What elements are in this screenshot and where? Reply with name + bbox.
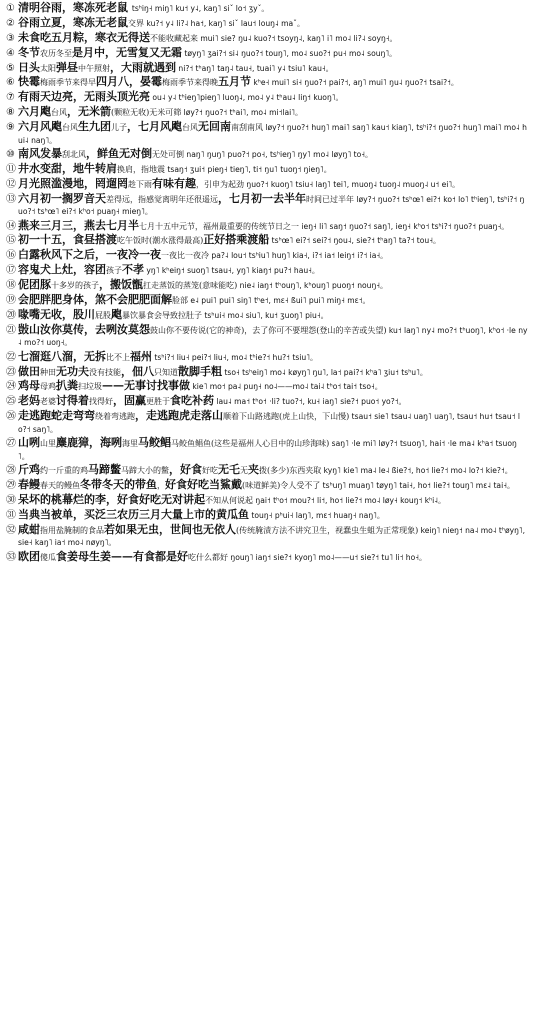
proverb-phrase: 讨得着 <box>56 394 89 408</box>
proverb-phrase: 有味有趣 <box>152 176 196 190</box>
proverb-number: ⑦ <box>6 92 15 104</box>
proverb-gloss: 扛走蒸饭的蒸笼(意味能吃) <box>143 281 238 291</box>
proverb-number: ⑫ <box>6 178 16 190</box>
proverb-gloss: ， <box>157 480 165 490</box>
proverb-number: ⑨ <box>6 122 15 134</box>
proverb-gloss: (颗粒无收) <box>111 108 150 118</box>
proverb-number: ⑮ <box>6 235 16 247</box>
proverb-phrase: 呆坏的桃幕烂的李，好食好吃无对讲起 <box>18 492 205 506</box>
proverb-number: ㉛ <box>6 509 16 521</box>
proverb-gloss: 台风 <box>51 108 67 118</box>
proverb-phrase: 麋鹿獐，海咧 <box>56 436 122 450</box>
proverb-phrase: 当典当被单，买泛三农历三月大量上市的黄瓜鱼 <box>18 507 249 521</box>
proverb-phrase: 扒粪 <box>56 379 78 393</box>
proverb-phrase: 冬节 <box>18 45 40 59</box>
proverb-text <box>18 494 528 508</box>
proverb-text <box>18 551 528 565</box>
phonetic-transcription: tso˧ tsʰeiŋ˥ mo˨ køyŋ˥ ŋu˥, la˦ pai?˦ kʰa˥ ʒiu˦ tsʰu˥。 <box>222 367 428 377</box>
proverb-entry <box>6 410 528 436</box>
proverb-gloss: 梅雨季节来得晚 <box>162 78 218 88</box>
proverb-phrase: 南风发暴 <box>18 147 62 161</box>
proverb-gloss: 指用盐腌制的食品 <box>40 525 104 535</box>
proverb-number: ㉕ <box>6 396 16 408</box>
proverb-gloss: (传统腌渍方法不讲究卫生，视蠢虫生蛆为正常现象) <box>236 525 419 535</box>
proverb-entry <box>6 395 528 409</box>
proverb-phrase: ，搬饭甑 <box>99 278 143 292</box>
proverb-phrase: ，固赢 <box>113 394 146 408</box>
proverb-entry <box>6 121 528 147</box>
phonetic-transcription: tsʰi?˦ liu˧ pei?˦ liu˧, mo˨ tʰie?˦ hu?˦ tsiu˥。 <box>152 352 318 362</box>
proverb-gloss: 拨(多少)东西夹取 <box>259 466 322 476</box>
phonetic-transcription: tøyŋ˥ ʒai?˦ si˨ ŋuo?˦ touŋ˥, mo˨ suo?˦ pu˧ mo˨ souŋ˥。 <box>182 48 397 58</box>
proverb-gloss: 刮北风 <box>62 150 86 160</box>
proverb-gloss: 不知从何说起 <box>205 495 253 505</box>
proverb-phrase: 白露秋风下之后，一夜冷一夜 <box>18 248 161 262</box>
proverb-phrase: 六月风飑 <box>18 120 62 134</box>
phonetic-transcription: saŋ˥ ·le mi˥ løy?˦ tsuoŋ˥, hai˦ ·le ma˨ kʰa˦ tsuoŋ˥。 <box>18 439 517 461</box>
proverb-entry <box>6 479 528 493</box>
proverb-phrase: 好食好吃 <box>165 477 209 491</box>
proverb-entry <box>6 106 528 120</box>
proverb-gloss: 暴饮暴食会导致拉肚子 <box>122 310 202 320</box>
proverb-text <box>18 178 528 192</box>
proverb-text <box>18 351 528 365</box>
phonetic-transcription: ku˦ laŋ˥ ny˨ mo?˦ tʰuoŋ˥, kʰo˦ ·le ny˨ mo?˦ uoŋ˧。 <box>18 325 528 348</box>
proverb-gloss: 农历冬至 <box>40 48 72 58</box>
proverb-gloss: ，引申为起劲 <box>196 179 244 189</box>
proverb-text <box>18 249 528 263</box>
proverb-number: ㉓ <box>6 366 16 378</box>
proverb-text <box>18 163 528 177</box>
proverb-number: ㉔ <box>6 381 16 393</box>
proverb-number: ⑧ <box>6 107 15 119</box>
proverb-entry <box>6 524 528 550</box>
phonetic-transcription: tsʰœ˥ ei?˦ sei?˦ ŋou˨, sie?˦ tʰaŋ˥ ta?˦ tou˧。 <box>269 236 441 246</box>
proverb-gloss: 没有技能 <box>89 367 121 377</box>
proverb-entry <box>6 551 528 565</box>
proverb-gloss: 无米可筛 <box>149 108 182 118</box>
proverb-text <box>18 294 528 308</box>
proverb-text <box>18 264 528 278</box>
proverb-gloss: 老婆 <box>40 397 56 407</box>
proverb-text <box>18 234 528 248</box>
proverb-gloss: 台风 <box>62 123 78 133</box>
proverb-gloss: (味道鲜美)令人受不了 <box>242 480 321 490</box>
proverb-number: ⑯ <box>6 250 16 262</box>
proverb-phrase: 是月中，无雪复又无霜 <box>72 45 182 59</box>
proverb-phrase: 当鯊戴 <box>209 477 242 491</box>
proverb-entry <box>6 234 528 248</box>
proverb-gloss: 太阳 <box>40 63 56 73</box>
proverb-gloss: 马蹄大小的鳖 <box>121 466 169 476</box>
proverb-entry <box>6 76 528 90</box>
proverb-number: ③ <box>6 32 15 44</box>
proverb-number: ⑩ <box>6 149 15 161</box>
proverb-entry <box>6 47 528 61</box>
proverb-number: ㉗ <box>6 438 16 450</box>
proverb-gloss: 无处可倒 <box>152 150 184 160</box>
proverb-phrase: 谷雨立夏，寒冻无老鼠 <box>18 15 128 29</box>
proverb-text <box>18 2 528 16</box>
proverb-gloss: 梅雨季节来得早 <box>40 78 96 88</box>
proverb-text <box>18 464 528 478</box>
phonetic-transcription: løy?˦ ŋuo?˦ huŋ˥ mai˥ saŋ˥ kau˦ kiaŋ˥, tsʰi?˦ ŋuo?˦ huŋ˥ mai˥ mo˨ hui˨ naŋ˥。 <box>18 123 527 145</box>
proverb-gloss: 傻瓜 <box>40 552 56 562</box>
phonetic-transcription: tsau˦ sie˥ tsau˨ uaŋ˥ uaŋ˥, tsau˦ hu˦ tsau˦ lo?˦ saŋ˥。 <box>18 412 520 434</box>
proverb-gloss: 鼓山你不要传说(它的神奇)，去了你可不要埋怨(登山的辛苦或失望) <box>150 325 387 335</box>
proverb-list <box>6 2 528 565</box>
proverb-phrase: 飑 <box>111 307 122 321</box>
proverb-number: ⑬ <box>6 193 16 205</box>
proverb-gloss: 中午照射 <box>78 63 110 73</box>
phonetic-transcription: nie˨ iaŋ˦ tʰouŋ˥, kʰouŋ˥ puoŋ˦ nouŋ˧。 <box>237 281 388 291</box>
proverb-phrase: ，鲜鱼无对倒 <box>86 147 152 161</box>
phonetic-transcription: naŋ˥ ŋuŋ˥ puo?˦ po˧, tsʰieŋ˥ ŋy˥ mo˨ løyŋ˥ to˧。 <box>184 150 373 160</box>
proverb-entry <box>6 62 528 76</box>
proverb-number: ⑳ <box>6 309 16 321</box>
proverb-gloss: 十多岁的孩子 <box>51 281 99 291</box>
proverb-gloss: 马鲛鱼鲳鱼(这些是福州人心目中的山珍海味) <box>171 439 330 449</box>
proverb-gloss: 好吃 <box>202 466 218 476</box>
phonetic-transcription: tsʰiŋ˧ miŋ˥ ku˦ y˨, kaŋ˥ siˇ lo˦ ʒyˇ。 <box>131 4 269 13</box>
phonetic-transcription: kʰe˧ mui˥ si˧ ŋuo?˦ pai?˦, aŋ˥ mui˥ ŋu˨ ŋuo?˦ tsai?˦。 <box>251 78 459 88</box>
proverb-phrase: 若如果无虫，世间也无依人 <box>104 522 236 536</box>
proverb-text <box>18 47 528 61</box>
phonetic-transcription: løy?˦ ŋuo?˦ tsʰœ˥ ei?˦ ko˦ lo˥ tʰieŋ˥, tsʰi?˦ ŋuo?˦ tsʰœ˥ ei?˦ kʰo˦ puaŋ˧ mieŋ˥。 <box>18 194 525 217</box>
proverb-phrase: 伲团豚 <box>18 278 51 292</box>
proverb-phrase: ，走逃跑虎走落山 <box>135 409 223 423</box>
phonetic-transcription: ou˨ y˨ tʰieŋ˥pieŋ˥ luoŋ˨, mo˨ y˨ tʰau˨ liŋ˦ kuoŋ˥。 <box>150 93 344 103</box>
proverb-number: ㉑ <box>6 324 16 336</box>
proverb-phrase: 有雨天边亮，无雨头顶光亮 <box>18 90 150 104</box>
proverb-gloss: 约一斤重的鸡 <box>40 466 88 476</box>
proverb-text <box>18 32 528 46</box>
proverb-phrase: 月光照滥漫地，罔遛罔 <box>18 176 128 190</box>
phonetic-transcription: tsaŋ˦ ʒui˦ pieŋ˧ tieŋ˥, ti˦ ŋu˥ tuoŋ˦ ŋieŋ˥。 <box>165 164 332 174</box>
proverb-phrase: 福州 <box>130 349 152 363</box>
proverb-gloss: 南刮南风 <box>231 123 263 133</box>
proverb-entry <box>6 32 528 46</box>
proverb-phrase: ，大雨就遇到 <box>110 60 176 74</box>
proverb-text <box>18 106 528 120</box>
proverb-gloss: 无 <box>240 466 248 476</box>
proverb-gloss: 孩子 <box>106 266 122 276</box>
proverb-number: ⑪ <box>6 163 16 175</box>
proverb-gloss: 吃午饭时(潮水涨得最高) <box>117 236 204 246</box>
proverb-gloss: 屁股 <box>95 310 111 320</box>
proverb-gloss: 只知道 <box>154 367 178 377</box>
phonetic-transcription: lau˨ ma˦ tʰo˦ ·li? tuo?˦, ku˧ iaŋ˥ sie?˦ puo˦ yo?˦。 <box>214 397 407 407</box>
proverb-gloss: 种田 <box>40 367 56 377</box>
proverb-phrase: ，佃八 <box>121 364 154 378</box>
phonetic-transcription: mui˥ sie? ŋu˨ kuo?˦ tsoyŋ˨, kaŋ˥ i˥ mo˨ li?˨ soyŋ˧。 <box>198 33 398 43</box>
proverb-gloss: 七月十五中元节，福州最重要的传统节日之一 <box>139 221 299 231</box>
phonetic-transcription: ieŋ˧ li˥ saŋ˦ ŋuo?˦ saŋ˥, ieŋ˧ kʰo˦ tsʰi?˦ ŋuo?˦ puaŋ˧。 <box>299 221 509 231</box>
proverb-phrase: 不孝 <box>122 263 144 277</box>
phonetic-transcription: ŋai˦ tʰo˦ mou?˦ li˦, ho˦ lie?˦ mo˨ løy˧ kouŋ˦ kʰi˨。 <box>253 495 446 505</box>
proverb-entry <box>6 366 528 380</box>
proverb-gloss: 母鸡 <box>40 382 56 392</box>
proverb-text <box>18 91 528 105</box>
proverb-number: ⑲ <box>6 295 16 307</box>
proverb-gloss: 趁下雨 <box>128 179 152 189</box>
proverb-phrase: 七溜逛八溜，无拆 <box>18 349 106 363</box>
proverb-gloss: 差得远，指感觉离明年还很遥远 <box>106 194 218 204</box>
proverb-phrase: 六月初一搁罗音天 <box>18 191 106 205</box>
proverb-entry <box>6 193 528 219</box>
proverb-text <box>18 366 528 380</box>
proverb-text <box>18 220 528 234</box>
proverb-entry <box>6 494 528 508</box>
proverb-text <box>18 437 528 463</box>
proverb-phrase: 冬带冬天的带鱼 <box>80 477 157 491</box>
proverb-phrase: 会肥胖肥身体，煞不会肥肥面解 <box>18 293 172 307</box>
proverb-phrase: 六月飑 <box>18 105 51 119</box>
proverb-text <box>18 479 528 493</box>
phonetic-transcription: ŋouŋ˥ iaŋ˦ sie?˦ kyoŋ˥ mo˨——u˦ sie?˦ tu˥ li˦ ho˧。 <box>228 552 427 562</box>
proverb-entry <box>6 148 528 162</box>
proverb-phrase: ，无米箭 <box>67 105 111 119</box>
proverb-number: ㉚ <box>6 494 16 506</box>
proverb-phrase: 马蹄鳖 <box>88 463 121 477</box>
proverb-gloss: 山里 <box>40 439 56 449</box>
proverb-text <box>18 395 528 409</box>
proverb-entry <box>6 279 528 293</box>
proverb-phrase: 无回南 <box>198 120 231 134</box>
proverb-phrase: 无乇 <box>218 463 240 477</box>
proverb-number: ① <box>6 3 15 14</box>
proverb-text <box>18 121 528 147</box>
proverb-gloss: 海里 <box>122 439 138 449</box>
proverb-gloss: 绕着弯逃跑 <box>95 412 135 422</box>
proverb-entry <box>6 249 528 263</box>
proverb-entry <box>6 351 528 365</box>
proverb-phrase: 快霉 <box>18 75 40 89</box>
proverb-phrase: 做田 <box>18 364 40 378</box>
proverb-phrase: 五月节 <box>218 75 251 89</box>
phonetic-transcription: keiŋ˥ nieŋ˦ na˨ mo˨ tʰøyŋ˥, sie˧ kaŋ˥ ia˦ mo˨ nøyŋ˥。 <box>18 525 526 548</box>
proverb-phrase: 无功夫 <box>56 364 89 378</box>
proverb-phrase: ——无事讨找事做 <box>102 379 190 393</box>
proverb-text <box>18 279 528 293</box>
proverb-text <box>18 509 528 523</box>
proverb-phrase: 食吃补药 <box>170 394 214 408</box>
proverb-gloss: 找得好 <box>89 397 113 407</box>
proverb-number: ⑭ <box>6 220 16 232</box>
proverb-entry <box>6 178 528 192</box>
proverb-number: ④ <box>6 47 15 59</box>
proverb-gloss: 换肩，指地震 <box>117 164 165 174</box>
proverb-number: ② <box>6 17 15 29</box>
proverb-phrase: 正好搭乘渡船 <box>203 233 270 247</box>
proverb-gloss: 扫垃圾 <box>78 382 102 392</box>
proverb-number: ⑤ <box>6 62 15 74</box>
proverb-gloss: 更胜于 <box>146 397 170 407</box>
proverb-gloss: 时间已过半年 <box>306 194 354 204</box>
phonetic-transcription: kyŋ˥ kie˥ ma˨ le˨ ßie?˦, ho˦ lie?˦ mo˨ lo?˦ kie?˦。 <box>321 466 513 476</box>
proverb-phrase: 井水变甜，地牛转肩 <box>18 161 117 175</box>
proverb-entry <box>6 163 528 177</box>
proverb-text <box>18 309 528 323</box>
phonetic-transcription: ku?˦ y˨ li?˨ ha˦, kaŋ˥ siˇ lau˦ louŋ˨ maˇ。 <box>144 18 305 28</box>
proverb-text <box>18 76 528 90</box>
proverb-phrase: 燕来三月三，燕去七月半 <box>18 218 139 232</box>
proverb-gloss: 儿子 <box>111 123 127 133</box>
proverb-entry <box>6 2 528 16</box>
proverb-gloss: 比不上 <box>106 352 130 362</box>
proverb-phrase: ，好食 <box>169 463 202 477</box>
proverb-entry <box>6 220 528 234</box>
proverb-entry <box>6 324 528 350</box>
proverb-phrase: 初一十五，食昼搭渡 <box>18 233 117 247</box>
proverb-number: ⑰ <box>6 265 16 277</box>
phonetic-transcription: yŋ˥ kʰeiŋ˦ suoŋ˥ tsau˧, yŋ˥ kiaŋ˦ pu?˦ hau˧。 <box>144 266 320 276</box>
proverb-entry <box>6 264 528 278</box>
proverb-number: ㉖ <box>6 411 16 423</box>
phonetic-transcription: tsʰui˧ mo˨ siu˥, ku˦ ʒuoŋ˥ piu˧。 <box>202 310 329 320</box>
phonetic-transcription: ŋuo?˦ kuoŋ˥ tsiu˧ laŋ˥ tei˥, muoŋ˨ tuoŋ˨ muoŋ˨ u˦ ei˥。 <box>244 179 460 189</box>
proverb-phrase: 容鬼犬上灶，容团 <box>18 263 106 277</box>
proverb-phrase: 鸡母 <box>18 379 40 393</box>
proverb-phrase: 走逃跑蛇走弯弯 <box>18 409 95 423</box>
proverb-phrase: 喙嘴无收，股川 <box>18 307 95 321</box>
proverb-gloss: 脸部 <box>172 296 188 306</box>
proverb-text <box>18 193 528 219</box>
proverb-text <box>18 524 528 550</box>
proverb-phrase: 春鳗 <box>18 477 40 491</box>
proverb-phrase: 未食吃五月粽，寒衣无得送 <box>18 30 150 44</box>
proverb-phrase: 山咧 <box>18 436 40 450</box>
proverb-number: ㉝ <box>6 551 16 563</box>
proverb-gloss: 一夜比一夜冷 <box>161 251 209 261</box>
proverb-gloss: 台风 <box>182 123 198 133</box>
proverb-text <box>18 17 528 31</box>
proverb-phrase: ，七月风飑 <box>127 120 182 134</box>
proverb-phrase: 敱山汝你莫传，去咧汝莫怨 <box>18 322 150 336</box>
proverb-gloss: 春天的鳗鱼 <box>40 480 80 490</box>
proverb-entry <box>6 380 528 394</box>
proverb-number: ㉙ <box>6 479 16 491</box>
proverb-text <box>18 324 528 350</box>
proverb-phrase: ，七月初一去半年 <box>218 191 306 205</box>
proverb-entry <box>6 294 528 308</box>
proverb-phrase: 生九团 <box>78 120 111 134</box>
proverb-phrase: 欧团 <box>18 549 40 563</box>
proverb-phrase: 马鲛鲳 <box>138 436 171 450</box>
proverb-entry <box>6 91 528 105</box>
proverb-phrase: 老妈 <box>18 394 40 408</box>
proverb-phrase: 日头 <box>18 60 40 74</box>
proverb-phrase: 四月八，晏霉 <box>96 75 162 89</box>
proverb-phrase: 夹 <box>248 463 259 477</box>
phonetic-transcription: ni?˦ tʰaŋ˥ taŋ˨ tau˧, tuai˥ y˨ tsiu˥ kau˧。 <box>176 63 334 73</box>
proverb-number: ⑱ <box>6 280 16 292</box>
proverb-phrase: 食姜母生姜——有食都是好 <box>56 549 188 563</box>
phonetic-transcription: kie˥ mo˦ pa˨ puŋ˧ no˨——mo˨ tai˨ tʰo˦ tai˦ tso˧。 <box>190 382 383 392</box>
proverb-entry <box>6 17 528 31</box>
proverb-entry <box>6 509 528 523</box>
proverb-text <box>18 380 528 394</box>
proverb-number: ㉜ <box>6 524 16 536</box>
proverb-phrase: 弹昼 <box>56 60 78 74</box>
proverb-entry <box>6 437 528 463</box>
phonetic-transcription: pa?˨ lou˦ tsʰiu˥ huŋ˥ kia˧, i?˦ ia˦ leiŋ˦ i?˦ ia˧。 <box>209 251 388 261</box>
proverb-gloss: 交界 <box>128 18 144 28</box>
proverb-gloss: 吃什么都好 <box>188 552 228 562</box>
proverb-entry <box>6 309 528 323</box>
phonetic-transcription: e˨ pui˥ pui˥ siŋ˥ tʰe˦, mɛ˧ ßui˥ pui˥ miŋ˧ mɛ˦。 <box>188 296 371 306</box>
proverb-phrase: 清明谷雨，寒冻死老鼠 <box>18 1 132 14</box>
proverb-number: ㉒ <box>6 351 16 363</box>
proverb-number: ㉘ <box>6 465 16 477</box>
proverb-text <box>18 62 528 76</box>
phonetic-transcription: tsʰuŋ˥ muaŋ˥ tøyŋ˥ tai˧, ho˦ lie?˦ touŋ˥ mɛ˨ tai˧。 <box>320 480 515 490</box>
proverb-phrase: 散脚手粗 <box>178 364 222 378</box>
proverb-gloss: 不能收藏起来 <box>150 33 198 43</box>
proverb-number: ⑥ <box>6 77 15 89</box>
proverb-text <box>18 410 528 436</box>
proverb-phrase: 咸蚶 <box>18 522 40 536</box>
proverb-gloss: 顺着下山路逃跑(虎上山快，下山慢) <box>223 412 350 422</box>
proverb-phrase: 斤鸡 <box>18 463 40 477</box>
phonetic-transcription: løy?˦ ŋuo?˦ tʰai˥, mo˨ mi˦lai˥。 <box>181 108 303 118</box>
proverb-text <box>18 148 528 162</box>
phonetic-transcription: touŋ˧ pʰui˧ laŋ˥, mɛ˦ huaŋ˧ naŋ˥。 <box>249 510 385 520</box>
proverb-entry <box>6 464 528 478</box>
